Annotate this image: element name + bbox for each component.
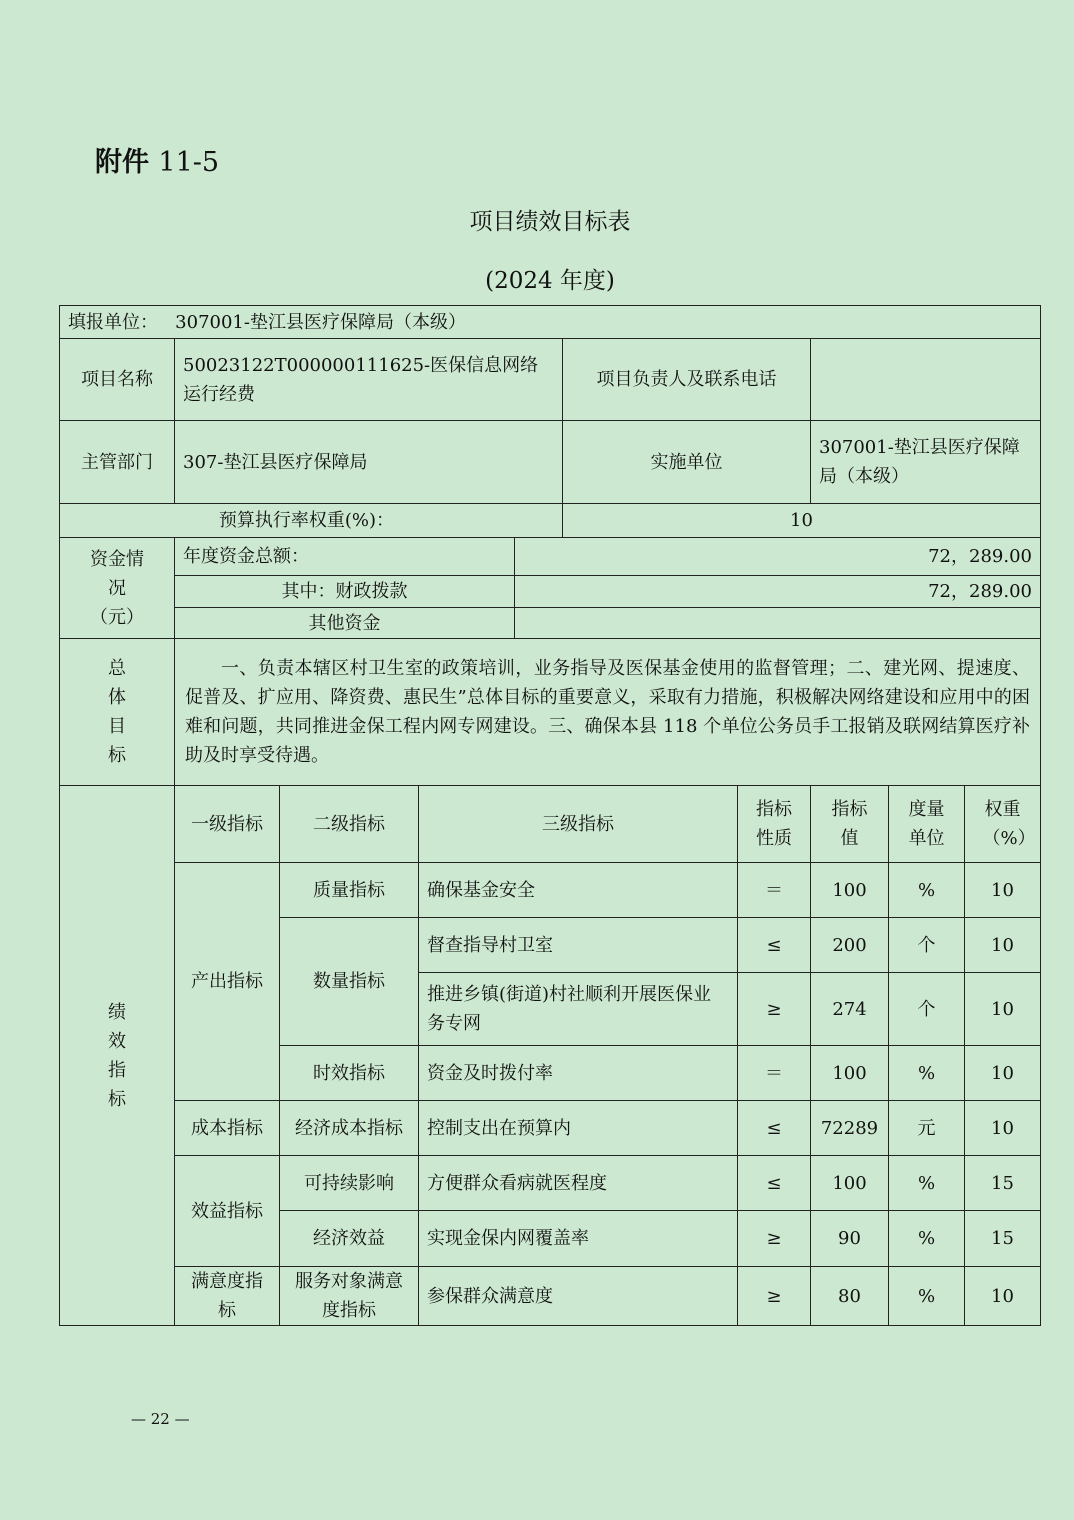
header-level2: 二级指标	[280, 786, 419, 863]
row-value: 100	[811, 1046, 889, 1101]
impl-value: 307001-垫江县医疗保障局（本级）	[811, 421, 1040, 504]
level2-economic-cost: 经济成本指标	[280, 1101, 419, 1156]
row-l3: 实现金保内网覆盖率	[419, 1211, 738, 1267]
level2-service-satisfaction-text: 服务对象满意度指标	[295, 1271, 403, 1321]
attachment-number: 11-5	[158, 147, 220, 178]
goal-label-text: 总体目标	[108, 658, 126, 766]
level2-quantity: 数量指标	[280, 918, 419, 1046]
header-level3: 三级指标	[419, 786, 738, 863]
contact-label: 项目负责人及联系电话	[563, 339, 811, 421]
header-value-text: 指标值	[831, 799, 868, 849]
funds-other-value	[515, 608, 1040, 639]
row-unit: %	[889, 1211, 965, 1267]
goal-text: 一、负责本辖区村卫生室的政策培训，业务指导及医保基金使用的监督管理；二、建光网、提速度、促普及、扩应用、降资费、惠民生”总体目标的重要意义，采取有力措施，积极解决网络建设和应用中的困难和问题，共同推进金保工程内网专网建设。三、确保本县 118 个单位公务员手工报销及联网结算医疗补助及时享受待遇。	[175, 639, 1040, 786]
row-l3: 督查指导村卫室	[419, 918, 738, 973]
budget-weight-value: 10	[563, 504, 1040, 538]
row-unit: %	[889, 1156, 965, 1211]
row-l3: 资金及时拨付率	[419, 1046, 738, 1101]
performance-table	[59, 305, 1041, 1326]
row-l3: 控制支出在预算内	[419, 1101, 738, 1156]
level2-sustainability: 可持续影响	[280, 1156, 419, 1211]
row-weight: 10	[965, 1046, 1040, 1101]
funds-total-value: 72，289.00	[515, 538, 1040, 576]
budget-weight-label: 预算执行率权重(%)：	[60, 504, 563, 538]
level1-satisfaction	[175, 1267, 280, 1325]
row-weight: 10	[965, 1101, 1040, 1156]
row-l3: 确保基金安全	[419, 863, 738, 918]
header-nature-text: 指标性质	[756, 799, 792, 849]
row-value: 274	[811, 973, 889, 1046]
attachment-word: 附件	[95, 147, 149, 178]
row-nature: ＝	[738, 1046, 811, 1101]
row-unit: 个	[889, 918, 965, 973]
row-value: 90	[811, 1211, 889, 1267]
row-value: 100	[811, 1156, 889, 1211]
header-value	[811, 786, 889, 863]
row-value: 72289	[811, 1101, 889, 1156]
row-l3: 推进乡镇(街道)村社顺利开展医保业务专网	[419, 973, 738, 1046]
project-name-value: 50023122T000000111625-医保信息网络运行经费	[175, 339, 563, 421]
row-nature: ≤	[738, 918, 811, 973]
row-value: 80	[811, 1267, 889, 1325]
page-number: — 22 —	[131, 1410, 190, 1428]
goal-label	[60, 639, 175, 786]
row-nature: ≥	[738, 1267, 811, 1325]
row-unit: %	[889, 1046, 965, 1101]
unit-row	[60, 306, 1040, 339]
level1-benefit: 效益指标	[175, 1156, 280, 1267]
row-l3: 参保群众满意度	[419, 1267, 738, 1325]
dept-value: 307-垫江县医疗保障局	[175, 421, 563, 504]
level2-service-satisfaction	[280, 1267, 419, 1325]
row-weight: 10	[965, 973, 1040, 1046]
header-unit	[889, 786, 965, 863]
funds-total-label: 年度资金总额：	[175, 538, 515, 576]
header-unit-text: 度量单位	[908, 799, 945, 849]
level1-cost: 成本指标	[175, 1101, 280, 1156]
row-nature: ≤	[738, 1101, 811, 1156]
funds-other-label: 其他资金	[175, 608, 515, 639]
row-weight: 10	[991, 1285, 1014, 1307]
level1-satisfaction-text: 满意度指标	[191, 1271, 263, 1321]
row-unit: %	[889, 1267, 965, 1325]
header-weight-text: 权重（%）	[982, 799, 1036, 849]
indicators-label	[60, 786, 175, 1325]
row-unit: 元	[889, 1101, 965, 1156]
row-weight: 15	[965, 1156, 1040, 1211]
level2-timeliness: 时效指标	[280, 1046, 419, 1101]
attachment-label	[95, 140, 219, 179]
row-weight: 10	[965, 863, 1040, 918]
row-l3: 方便群众看病就医程度	[419, 1156, 738, 1211]
row-nature: ≥	[738, 1211, 811, 1267]
funds-fiscal-value: 72，289.00	[515, 576, 1040, 608]
row-nature: ＝	[738, 863, 811, 918]
row-unit: %	[889, 863, 965, 918]
page-year: (2024 年度)	[485, 268, 615, 294]
header-weight	[965, 786, 1040, 863]
funds-label-text: 资金情况（元）	[90, 548, 144, 628]
row-unit: 个	[889, 973, 965, 1046]
row-weight: 10	[965, 918, 1040, 973]
level2-quality: 质量指标	[280, 863, 419, 918]
project-name-label: 项目名称	[60, 339, 175, 421]
row-weight: 15	[965, 1211, 1040, 1267]
level2-economic-benefit: 经济效益	[280, 1211, 419, 1267]
header-nature	[738, 786, 811, 863]
unit-label: 填报单位：	[68, 311, 158, 333]
dept-label: 主管部门	[60, 421, 175, 504]
unit-value: 307001-垫江县医疗保障局（本级）	[175, 311, 466, 333]
funds-fiscal-label: 其中：财政拨款	[175, 576, 515, 608]
indicators-label-text: 绩效指标	[108, 1001, 126, 1110]
row-nature: ≥	[738, 973, 811, 1046]
header-level1: 一级指标	[175, 786, 280, 863]
row-value: 200	[811, 918, 889, 973]
level1-output: 产出指标	[175, 863, 280, 1101]
contact-value	[811, 339, 1040, 421]
page-title: 项目绩效目标表	[469, 209, 631, 235]
row-nature: ≤	[738, 1156, 811, 1211]
impl-label: 实施单位	[563, 421, 811, 504]
row-value: 100	[811, 863, 889, 918]
funds-label	[60, 538, 175, 639]
